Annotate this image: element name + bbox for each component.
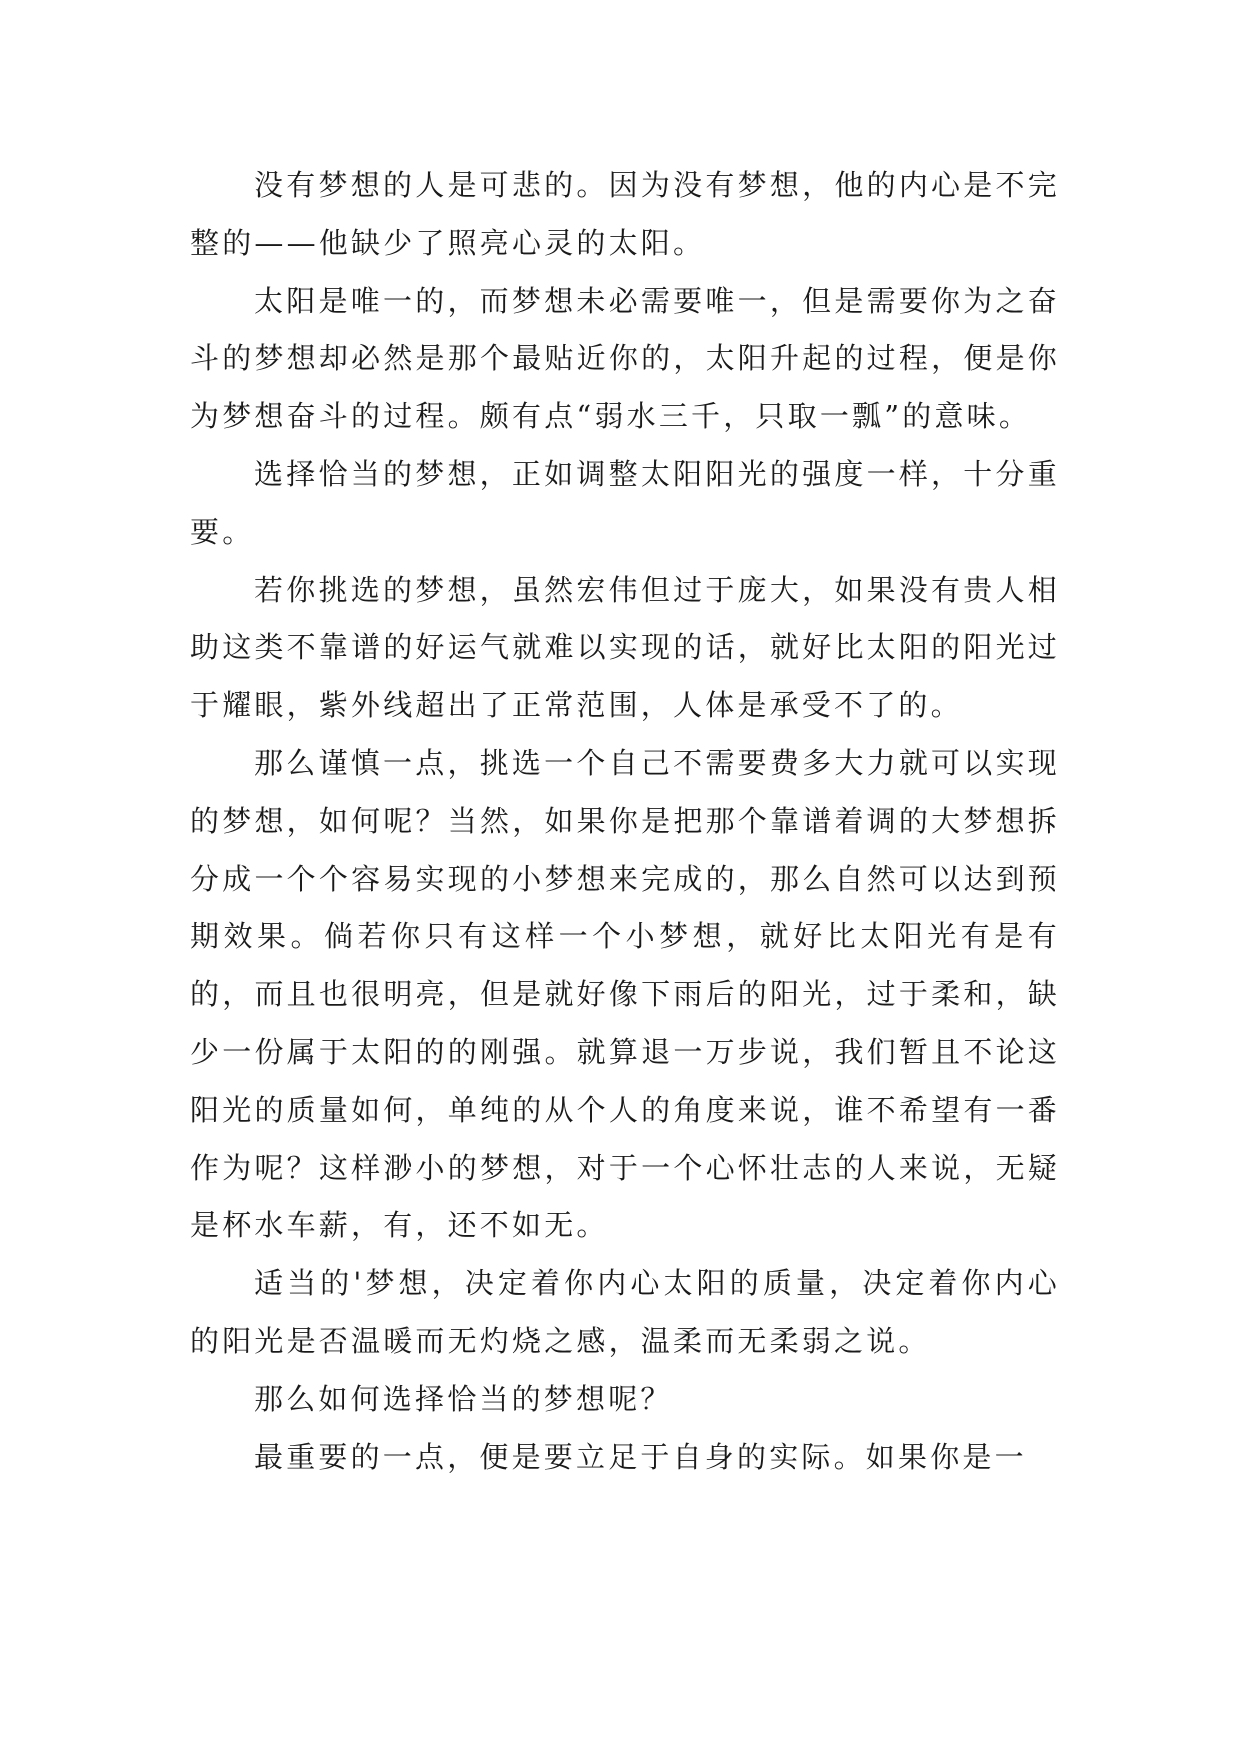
paragraph-2: 太阳是唯一的，而梦想未必需要唯一，但是需要你为之奋斗的梦想却必然是那个最贴近你的，太阳升起的过程，便是你为梦想奋斗的过程。颇有点“弱水三千，只取一瓢”的意味。 (190, 283, 1060, 434)
paragraph-6: 适当的'梦想，决定着你内心太阳的质量，决定着你内心的阳光是否温暖而无灼烧之感，温柔而无柔弱之说。 (190, 1266, 1060, 1358)
paragraph-8: 最重要的一点，便是要立足于自身的实际。如果你是一 (254, 1439, 1027, 1474)
article-body (190, 157, 1060, 1486)
paragraph-7: 那么如何选择恰当的梦想呢？ (254, 1381, 673, 1416)
paragraph-4: 若你挑选的梦想，虽然宏伟但过于庞大，如果没有贵人相助这类不靠谱的好运气就难以实现的话，就好比太阳的阳光过于耀眼，紫外线超出了正常范围，人体是承受不了的。 (190, 572, 1060, 723)
paragraph-5: 那么谨慎一点，挑选一个自己不需要费多大力就可以实现的梦想，如何呢？当然，如果你是把那个靠谱着调的大梦想拆分成一个个容易实现的小梦想来完成的，那么自然可以达到预期效果。倘若你只有这样一个小梦想，就好比太阳光有是有的，而且也很明亮，但是就好像下雨后的阳光，过于柔和，缺少一份属于太阳的的刚强。就算退一万步说，我们暂且不论这阳光的质量如何，单纯的从个人的角度来说，谁不希望有一番作为呢？这样渺小的梦想，对于一个心怀壮志的人来说，无疑是杯水车薪，有，还不如无。 (190, 745, 1060, 1243)
paragraph-3: 选择恰当的梦想，正如调整太阳阳光的强度一样，十分重要。 (190, 456, 1060, 549)
paragraph-1: 没有梦想的人是可悲的。因为没有梦想，他的内心是不完整的——他缺少了照亮心灵的太阳。 (190, 168, 1060, 260)
